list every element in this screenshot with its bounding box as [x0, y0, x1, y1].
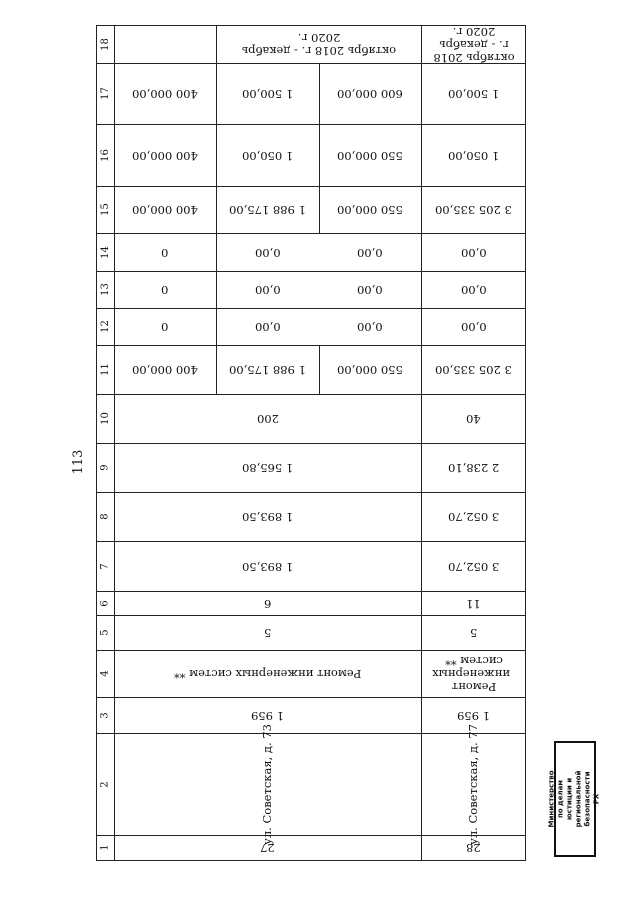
- row27-col14-c-text: 0,00: [357, 245, 383, 260]
- row27-col16-a-text: 400 000,00: [132, 148, 198, 163]
- row27-col15-c-text: 550 000,00: [337, 203, 403, 217]
- row27-col14-b: [216, 233, 319, 271]
- row27-col15-c: [319, 186, 421, 233]
- row28-col4-text: Ремонт инженерных систем **: [431, 654, 510, 694]
- column-number-12-text: 12: [99, 320, 111, 333]
- row28-col18-text: октябрь 2018 г. - декабрь 2020 г.: [432, 24, 515, 65]
- column-number-2-text: 2: [99, 780, 111, 788]
- row27-col16-c: [319, 124, 421, 186]
- row27-col16-b-text: 1 050,00: [241, 148, 294, 163]
- column-number-11-text: 11: [99, 363, 111, 376]
- row27-col17-a-text: 400 000,00: [132, 87, 198, 101]
- column-number-17-text: 17: [99, 87, 111, 100]
- row28-col13: [421, 271, 526, 308]
- row27-col17-a: [114, 63, 216, 124]
- row27-col4-text: Ремонт инженерных систем **: [173, 667, 362, 681]
- row27-col17-b: [216, 63, 319, 124]
- row28-col11: [421, 345, 526, 394]
- column-number-7-text: 7: [99, 562, 111, 570]
- column-number-17: [96, 63, 114, 124]
- column-number-12: [96, 308, 114, 345]
- row28-col3-text: 1 959: [457, 708, 490, 723]
- row28-col8-text: 3 052,70: [447, 510, 500, 524]
- row27-col10-text: 200: [256, 412, 279, 426]
- row28-col5-text: 5: [469, 626, 478, 640]
- row27-col17-c-text: 600 000,00: [337, 87, 403, 101]
- column-number-18: [96, 25, 114, 63]
- row27-col3: [114, 697, 421, 733]
- row28-col10-text: 40: [466, 412, 481, 426]
- row27-col11-c-text: 550 000,00: [337, 363, 403, 377]
- row27-col5-text: 5: [263, 626, 272, 640]
- row28-col3: [421, 697, 526, 733]
- row28-col16-text: 1 050,00: [447, 148, 500, 163]
- row27-col11-a: [114, 345, 216, 394]
- row27-col4: [114, 650, 421, 697]
- row27-col13-c-text: 0,00: [357, 283, 383, 297]
- row27-col13-a: [114, 271, 216, 308]
- row27-col16-b: [216, 124, 319, 186]
- row27-col11-b: [216, 345, 319, 394]
- row28-col4: [421, 650, 526, 697]
- row27-col2: [114, 723, 421, 845]
- column-number-3: [96, 697, 114, 733]
- row28-col17: [421, 63, 526, 124]
- column-number-15-text: 15: [99, 203, 111, 216]
- column-number-10: [96, 394, 114, 443]
- row27-col2-text: ул. Советская, д. 73: [259, 723, 274, 845]
- column-number-6-text: 6: [99, 599, 111, 607]
- row28-col2: [421, 723, 526, 845]
- column-number-4: [96, 650, 114, 697]
- row27-col15-b: [216, 186, 319, 233]
- column-number-8: [96, 492, 114, 541]
- row27-col5: [114, 615, 421, 650]
- row27-col10: [114, 394, 421, 443]
- row28-col9: [421, 443, 526, 492]
- column-number-16: [96, 124, 114, 186]
- column-number-1: [96, 835, 114, 860]
- row27-col13-b-text: 0,00: [254, 283, 281, 297]
- row28-col16: [421, 124, 526, 186]
- row28-col18: [421, 25, 526, 63]
- ministry-stamp: [548, 741, 601, 857]
- column-number-14: [96, 233, 114, 271]
- row27-col11-b-text: 1 988 175,00: [229, 363, 306, 377]
- rotated-table: [96, 25, 526, 860]
- row27-col15-a-text: 400 000,00: [132, 203, 198, 217]
- row27-col13-b: [216, 271, 319, 308]
- stamp-text: Министерство по делам юстиции и региональной безопасности РХ: [548, 770, 601, 828]
- column-number-5: [96, 615, 114, 650]
- row28-col9-text: 2 238,10: [447, 461, 500, 475]
- row28-col7: [421, 541, 526, 591]
- column-number-4-text: 4: [99, 670, 111, 677]
- column-number-13: [96, 271, 114, 308]
- column-number-18-text: 18: [99, 37, 111, 51]
- page-number: 113: [71, 449, 86, 475]
- row27-col17-c: [319, 63, 421, 124]
- row28-col12: [421, 308, 526, 345]
- row27-col7-text: 1 893,50: [241, 559, 294, 574]
- row27-col9-text: 1 565,80: [241, 461, 294, 475]
- column-number-2: [96, 733, 114, 835]
- row28-col2-text: ул. Советская, д. 77: [466, 723, 481, 845]
- column-number-8-text: 8: [99, 513, 111, 520]
- row27-col14-b-text: 0,00: [254, 245, 281, 260]
- column-number-10-text: 10: [99, 412, 111, 425]
- column-number-6: [96, 591, 114, 615]
- row28-col12-text: 0,00: [460, 320, 487, 334]
- row27-col12-b-text: 0,00: [254, 320, 281, 334]
- row28-col15: [421, 186, 526, 233]
- row28-col15-text: 3 205 335,00: [435, 203, 512, 217]
- row28-col14: [421, 233, 526, 271]
- row28-col7-text: 3 052,70: [447, 559, 500, 574]
- row27-col8-text: 1 893,50: [241, 510, 294, 524]
- row28-col13-text: 0,00: [460, 283, 487, 297]
- row28-col11-text: 3 205 335,00: [435, 363, 512, 377]
- column-number-9-text: 9: [99, 464, 111, 471]
- row28-col6-text: 11: [466, 596, 481, 611]
- column-number-3-text: 3: [99, 711, 111, 719]
- column-number-9: [96, 443, 114, 492]
- row28-col10: [421, 394, 526, 443]
- row27-col6-text: 6: [263, 596, 272, 611]
- row27-col13-c: [319, 271, 421, 308]
- row27-col16-c-text: 550 000,00: [337, 148, 403, 163]
- row27-col12-a-text: 0: [161, 320, 169, 334]
- row28-col5: [421, 615, 526, 650]
- row27-col9: [114, 443, 421, 492]
- row27-col15-b-text: 1 988 175,00: [229, 203, 306, 217]
- row27-col15-a: [114, 186, 216, 233]
- column-number-11: [96, 345, 114, 394]
- row27-col14-a: [114, 233, 216, 271]
- row27-col3-text: 1 959: [251, 708, 284, 723]
- table-border-bottom: [96, 860, 526, 861]
- column-number-14-text: 14: [99, 245, 111, 259]
- row27-col12-c-text: 0,00: [357, 320, 383, 334]
- row27-col16-a: [114, 124, 216, 186]
- column-number-7: [96, 541, 114, 591]
- row27-col14-a-text: 0: [161, 245, 169, 260]
- row27-col1-text: 27: [260, 841, 275, 855]
- row27-col13-a-text: 0: [161, 283, 169, 297]
- row27-col18-text: октябрь 2018 г. - декабрь 2020 г.: [241, 31, 396, 58]
- column-number-16-text: 16: [99, 148, 111, 162]
- row27-col11-c: [319, 345, 421, 394]
- column-number-15: [96, 186, 114, 233]
- row27-col12-a: [114, 308, 216, 345]
- row28-col1-text: 28: [466, 841, 481, 855]
- row28-col8: [421, 492, 526, 541]
- row27-col14-c: [319, 233, 421, 271]
- row27-col18: [216, 25, 421, 63]
- row27-col7: [114, 541, 421, 591]
- column-number-13-text: 13: [99, 283, 111, 296]
- column-number-5-text: 5: [99, 629, 111, 636]
- row27-col11-a-text: 400 000,00: [132, 363, 198, 377]
- row28-col14-text: 0,00: [460, 245, 487, 260]
- row27-col17-b-text: 1 500,00: [241, 87, 294, 101]
- row28-col17-text: 1 500,00: [447, 87, 500, 101]
- row27-col8: [114, 492, 421, 541]
- column-number-1-text: 1: [99, 844, 111, 851]
- row27-col12-c: [319, 308, 421, 345]
- row28-col6: [421, 591, 526, 615]
- row27-col6: [114, 591, 421, 615]
- row27-col12-b: [216, 308, 319, 345]
